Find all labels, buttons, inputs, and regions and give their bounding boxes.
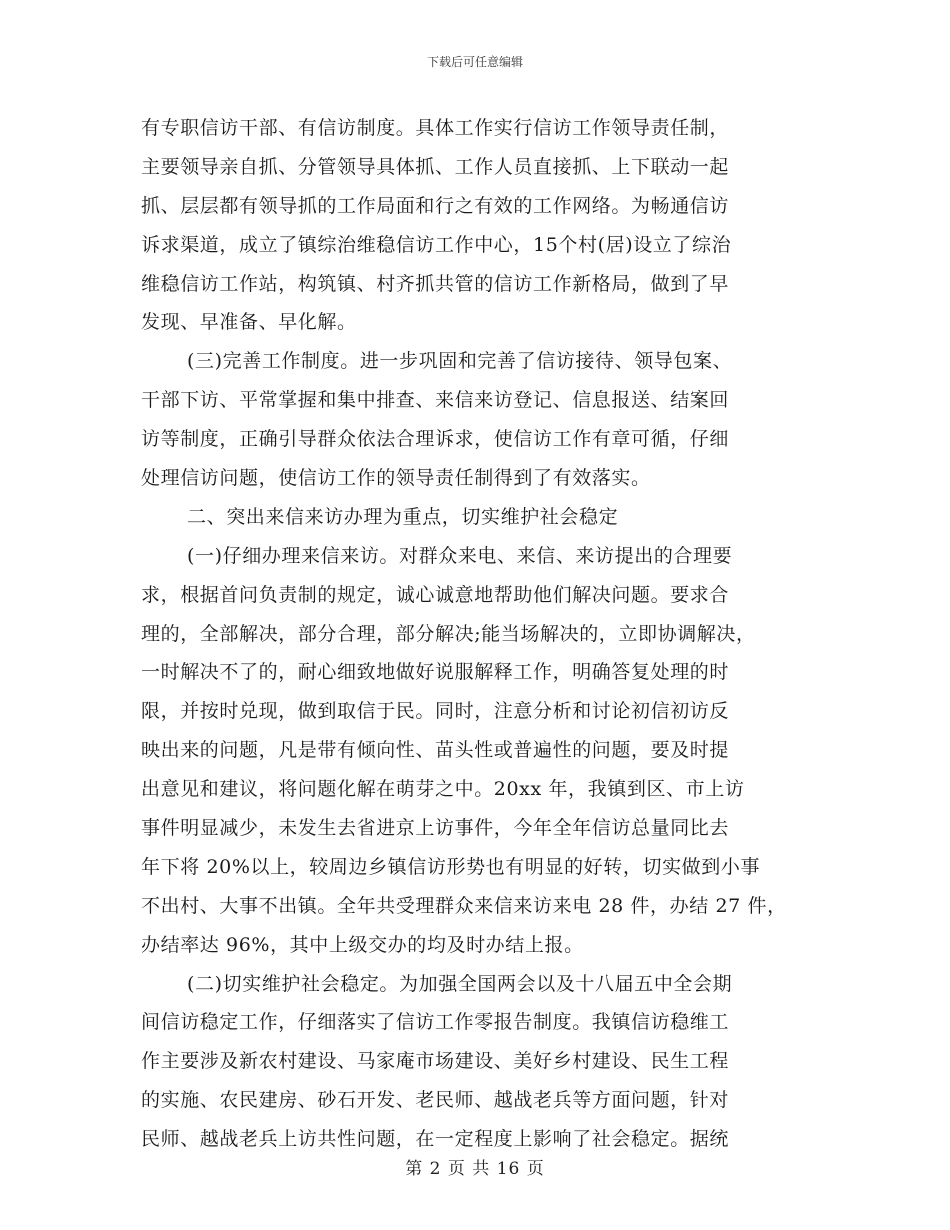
paragraph-line: 有专职信访干部、有信访制度。具体工作实行信访工作领导责任制， — [141, 117, 730, 139]
paragraph-line: 求，根据首问负责制的规定，诚心诚意地帮助他们解决问题。要求合 — [141, 583, 730, 606]
section-heading: 二、突出来信来访办理为重点，切实维护社会稳定 — [187, 505, 619, 528]
paragraph-line: 不出村、大事不出镇。全年共受理群众来信来访来电 28 件，办结 27 件， — [141, 894, 787, 917]
paragraph-line: 维稳信访工作站，构筑镇、村齐抓共管的信访工作新格局，做到了早 — [141, 272, 730, 295]
paragraph-line: 民师、越战老兵上访共性问题，在一定程度上影响了社会稳定。据统 — [141, 1128, 730, 1151]
paragraph-line: 办结率达 96%，其中上级交办的均及时办结上报。 — [141, 933, 584, 956]
page-footer: 第 2 页 共 16 页 — [405, 1159, 545, 1179]
paragraph-line: 限，并按时兑现，做到取信于民。同时，注意分析和讨论初信初访反 — [141, 700, 730, 723]
document-body — [141, 109, 831, 1159]
paragraph-line: 理的，全部解决，部分合理，部分解决;能当场解决的，立即协调解决， — [141, 622, 756, 645]
paragraph-line: (二)切实维护社会稳定。为加强全国两会以及十八届五中全会期 — [187, 972, 733, 995]
paragraph-line: 诉求渠道，成立了镇综治维稳信访工作中心，15个村(居)设立了综治 — [141, 233, 732, 256]
paragraph-line: 处理信访问题，使信访工作的领导责任制得到了有效落实。 — [141, 467, 651, 490]
paragraph-line: 主要领导亲自抓、分管领导具体抓、工作人员直接抓、上下联动一起 — [141, 155, 730, 178]
paragraph-line: (一)仔细办理来信来访。对群众来电、来信、来访提出的合理要 — [187, 544, 733, 567]
paragraph-line: 出意见和建议，将问题化解在萌芽之中。20xx 年，我镇到区、市上访 — [141, 778, 745, 801]
paragraph-line: 发现、早准备、早化解。 — [141, 311, 357, 334]
page-header: 下载后可任意编辑 — [426, 55, 523, 69]
paragraph-line: 年下将 20%以上，较周边乡镇信访形势也有明显的好转，切实做到小事 — [141, 855, 761, 878]
paragraph-line: 一时解决不了的，耐心细致地做好说服解释工作，明确答复处理的时 — [141, 661, 730, 684]
paragraph-line: 作主要涉及新农村建设、马家庵市场建设、美好乡村建设、民生工程 — [141, 1050, 730, 1073]
paragraph-line: 事件明显减少，未发生去省进京上访事件，今年全年信访总量同比去 — [141, 817, 730, 840]
paragraph-line: 访等制度，正确引导群众依法合理诉求，使信访工作有章可循，仔细 — [141, 428, 730, 451]
paragraph-line: (三)完善工作制度。进一步巩固和完善了信访接待、领导包案、 — [187, 350, 733, 373]
paragraph-line: 干部下访、平常掌握和集中排查、来信来访登记、信息报送、结案回 — [141, 389, 730, 412]
paragraph-line: 抓、层层都有领导抓的工作局面和行之有效的工作网络。为畅通信访 — [141, 194, 730, 217]
paragraph-line: 的实施、农民建房、砂石开发、老民师、越战老兵等方面问题，针对 — [141, 1089, 730, 1112]
paragraph-line: 间信访稳定工作，仔细落实了信访工作零报告制度。我镇信访稳维工 — [141, 1011, 730, 1034]
paragraph-line: 映出来的问题，凡是带有倾向性、苗头性或普遍性的问题，要及时提 — [141, 739, 730, 762]
